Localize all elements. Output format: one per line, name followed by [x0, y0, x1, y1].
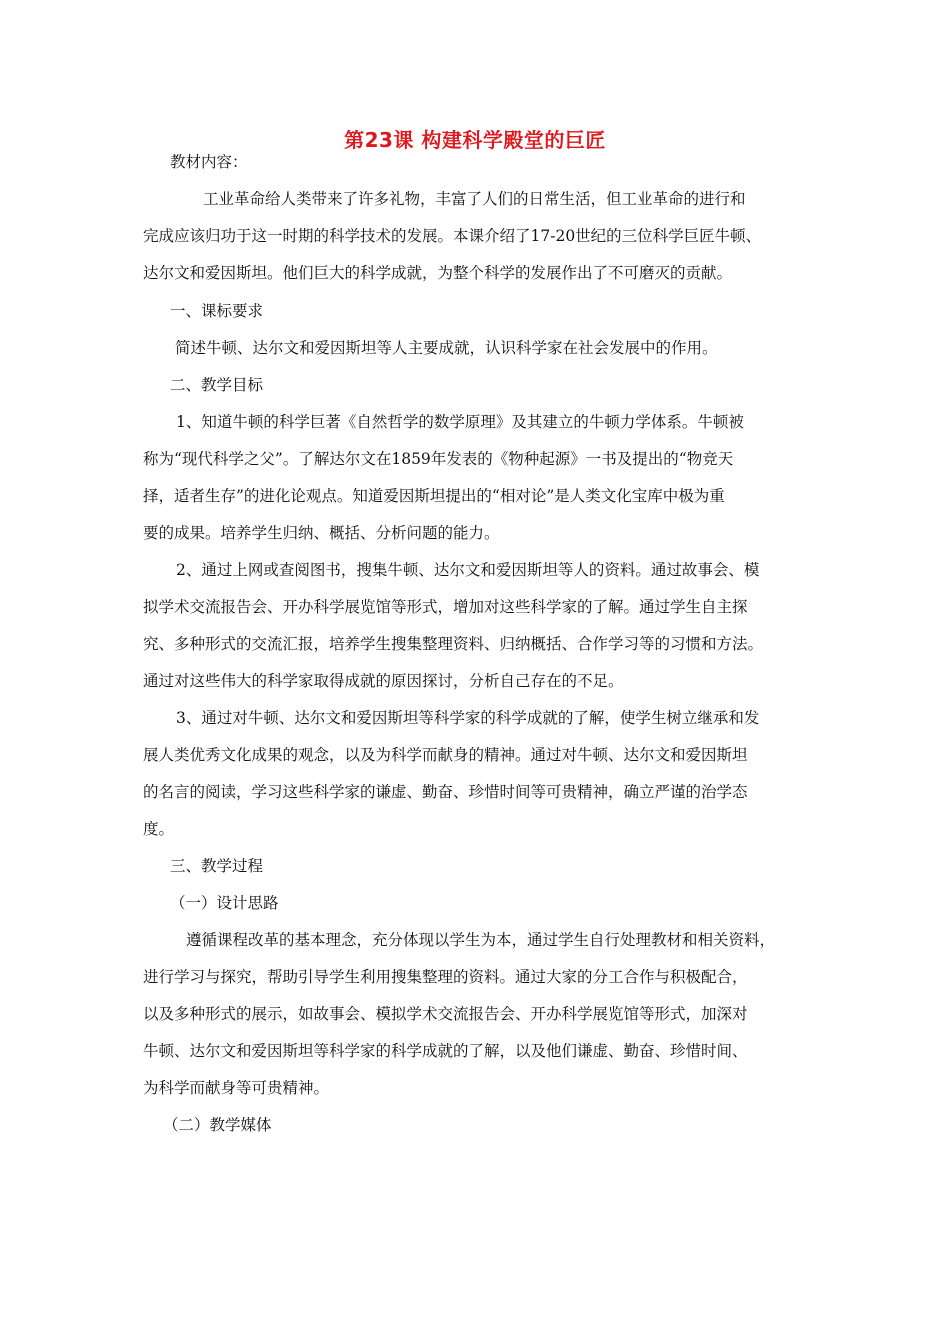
paragraph-line: 遵循课程改革的基本理念，充分体现以学生为本，通过学生自行处理教材和相关资料， — [186, 931, 776, 949]
paragraph-line: 为科学而献身等可贵精神。 — [143, 1079, 330, 1097]
section-label-content: 教材内容： — [170, 153, 248, 171]
paragraph-line: 进行学习与探究，帮助引导学生利用搜集整理的资料。通过大家的分工合作与积极配合， — [143, 968, 748, 986]
paragraph-line: 度。 — [143, 820, 175, 838]
paragraph-line: 要的成果。培养学生归纳、概括、分析问题的能力。 — [143, 524, 500, 542]
paragraph-line: 2、通过上网或查阅图书，搜集牛顿、达尔文和爱因斯坦等人的资料。通过故事会、模 — [176, 561, 760, 579]
paragraph-line: 的名言的阅读，学习这些科学家的谦虚、勤奋、珍惜时间等可贵精神，确立严谨的治学态 — [143, 783, 748, 801]
paragraph-line: 达尔文和爱因斯坦。他们巨大的科学成就，为整个科学的发展作出了不可磨灭的贡献。 — [143, 264, 733, 282]
paragraph-line: 称为“现代科学之父”。了解达尔文在1859年发表的《物种起源》一书及提出的“物竞天 — [143, 450, 734, 468]
page-title: 第23课 构建科学殿堂的巨匠 — [344, 128, 606, 152]
section-heading: 二、教学目标 — [170, 376, 264, 394]
paragraph-line: 牛顿、达尔文和爱因斯坦等科学家的科学成就的了解，以及他们谦虚、勤奋、珍惜时间、 — [143, 1042, 748, 1060]
paragraph-line: 究、多种形式的交流汇报，培养学生搜集整理资料、归纳概括、合作学习等的习惯和方法。 — [143, 635, 764, 653]
paragraph-line: 1、知道牛顿的科学巨著《自然哲学的数学原理》及其建立的牛顿力学体系。牛顿被 — [176, 413, 744, 431]
subsection-heading: （一）设计思路 — [170, 894, 279, 912]
paragraph-line: 3、通过对牛顿、达尔文和爱因斯坦等科学家的科学成就的了解，使学生树立继承和发 — [176, 709, 760, 727]
paragraph-line: 完成应该归功于这一时期的科学技术的发展。本课介绍了17-20世纪的三位科学巨匠牛顿、 — [143, 227, 762, 245]
paragraph-line: 拟学术交流报告会、开办科学展览馆等形式，增加对这些科学家的了解。通过学生自主探 — [143, 598, 748, 616]
subsection-heading: （二）教学媒体 — [163, 1116, 272, 1134]
paragraph-line: 以及多种形式的展示，如故事会、模拟学术交流报告会、开办科学展览馆等形式，加深对 — [143, 1005, 748, 1023]
paragraph-line: 工业革命给人类带来了许多礼物，丰富了人们的日常生活，但工业革命的进行和 — [203, 190, 746, 208]
section-heading: 三、教学过程 — [170, 857, 264, 875]
paragraph-line: 通过对这些伟大的科学家取得成就的原因探讨，分析自己存在的不足。 — [143, 672, 624, 690]
paragraph-line: 简述牛顿、达尔文和爱因斯坦等人主要成就，认识科学家在社会发展中的作用。 — [175, 339, 718, 357]
paragraph-line: 择，适者生存”的进化论观点。知道爱因斯坦提出的“相对论”是人类文化宝库中极为重 — [143, 487, 725, 505]
paragraph-line: 展人类优秀文化成果的观念，以及为科学而献身的精神。通过对牛顿、达尔文和爱因斯坦 — [143, 746, 748, 764]
section-heading: 一、课标要求 — [170, 302, 264, 320]
